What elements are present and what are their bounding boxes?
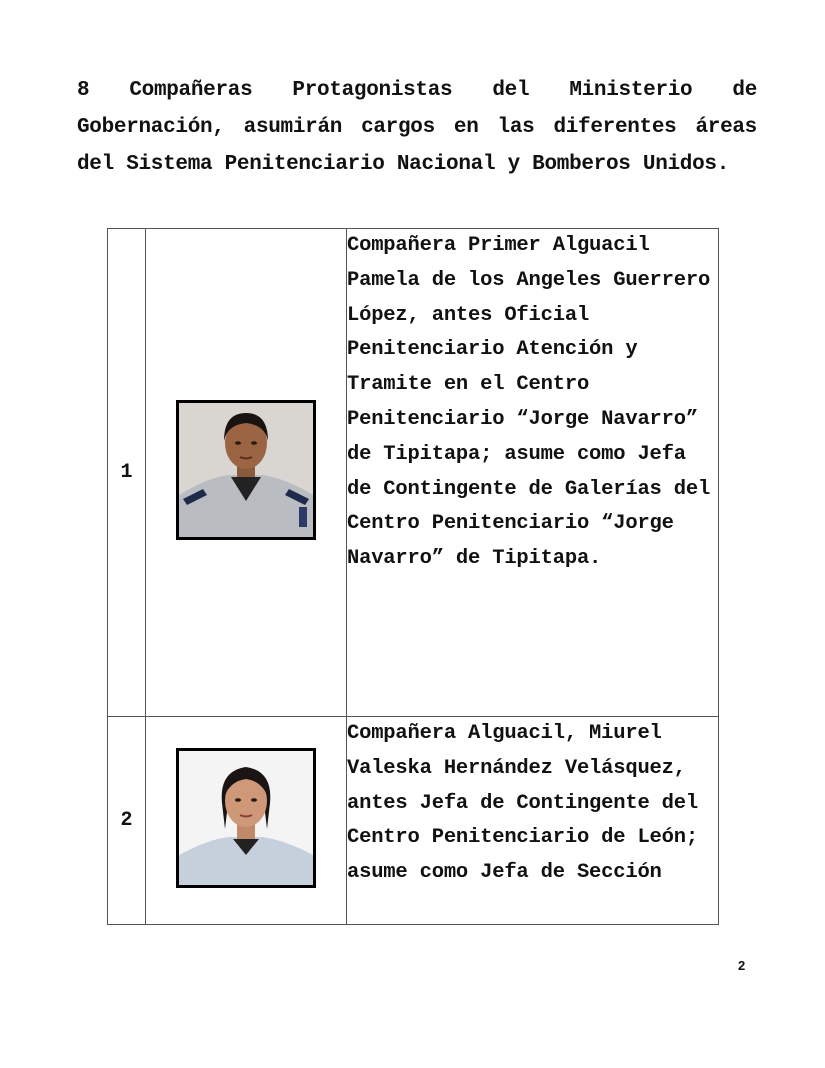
photo-cell — [146, 717, 347, 925]
appointments-table — [107, 228, 719, 925]
appointment-description: Compañera Alguacil, Miurel Valeska Hernández Velásquez, antes Jefa de Contingente del Centro Penitenciario de León; asume como Jefa de Sección — [347, 717, 719, 925]
table-row — [108, 229, 719, 717]
appointment-description: Compañera Primer Alguacil Pamela de los Angeles Guerrero López, antes Oficial Penitenciario Atención y Tramite en el Centro Penitenciario “Jorge Navarro” de Tipitapa; asume como Jefa de Contingente de Galerías del Centro Penitenciario “Jorge Navarro” de Tipitapa. — [347, 229, 719, 717]
intro-paragraph: 8 Compañeras Protagonistas del Ministerio de Gobernación, asumirán cargos en las diferentes áreas del Sistema Penitenciario Nacional y Bomberos Unidos. — [77, 79, 757, 176]
portrait-photo-icon — [176, 748, 316, 888]
row-number: 1 — [108, 229, 146, 717]
row-number: 2 — [108, 717, 146, 925]
portrait-photo-icon — [176, 400, 316, 540]
table-row — [108, 717, 719, 925]
photo-cell — [146, 229, 347, 717]
page-number: 2 — [738, 958, 746, 973]
